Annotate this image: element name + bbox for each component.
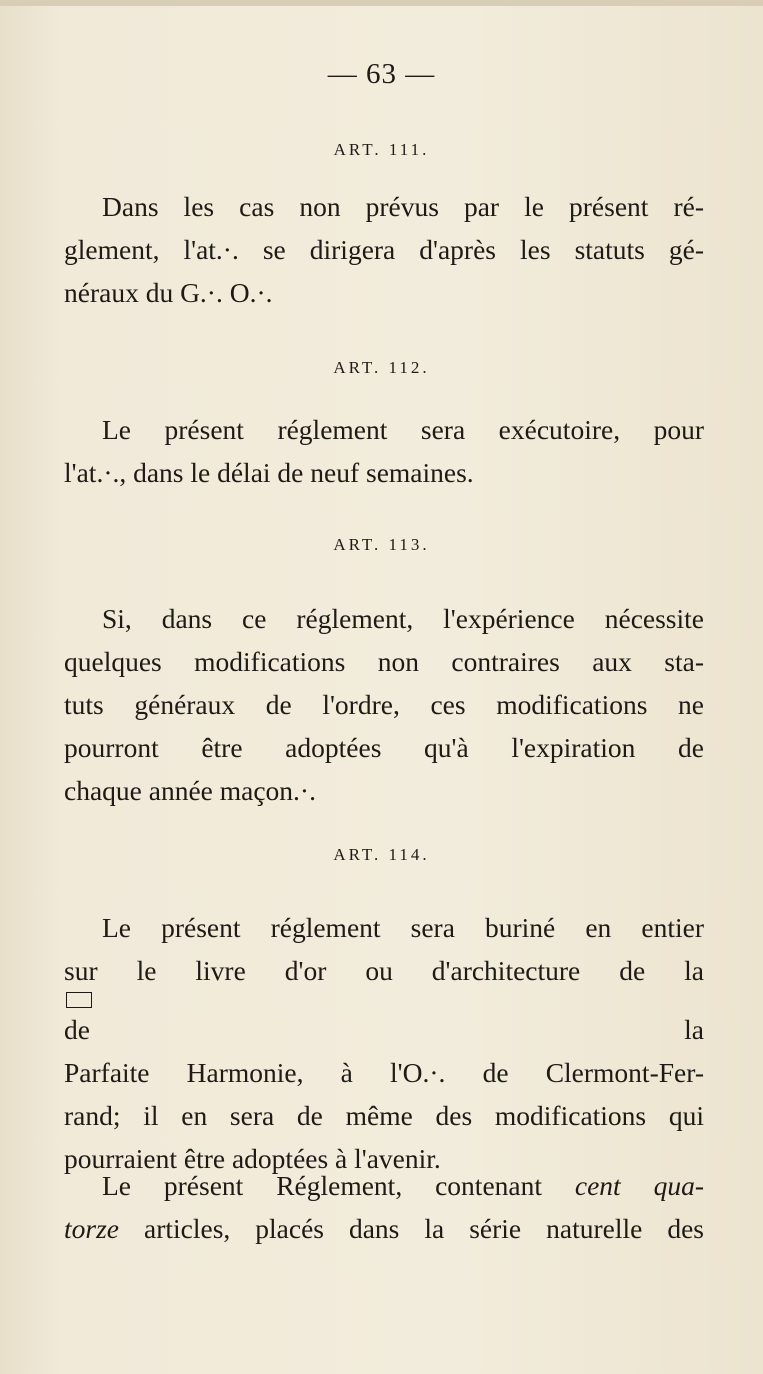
article-heading-113: ART. 113. (333, 535, 430, 554)
text-line: Parfaite Harmonie, à l'O.·. de Clermont-Fer- (64, 1057, 704, 1088)
text-line: rand; il en sera de même des modifications qui (64, 1100, 704, 1131)
text-line: l'at.·., dans le délai de neuf semaines. (64, 457, 474, 488)
article-text-113 (64, 597, 704, 812)
text-line: pourraient être adoptées à l'avenir. (64, 1143, 441, 1174)
text-fragment: sur le livre d'or ou d'architecture de la (64, 955, 704, 986)
closing-paragraph (64, 1164, 704, 1250)
article-text-114 (64, 906, 704, 1180)
text-fragment: articles, placés dans la série naturelle des (144, 1213, 704, 1244)
text-fragment: de la (64, 1014, 704, 1045)
article-text-111 (64, 185, 704, 314)
text-line: quelques modifications non contraires aux sta- (64, 646, 704, 677)
text-line: Si, dans ce réglement, l'expérience nécessite (102, 603, 704, 634)
italic-fragment: cent qua- (574, 1170, 704, 1201)
article-heading-114: ART. 114. (333, 845, 430, 864)
text-line: glement, l'at.·. se dirigera d'après les statuts gé- (64, 234, 704, 265)
text-line: Le présent réglement sera exécutoire, pour (102, 414, 704, 445)
text-line: néraux du G.·. O.·. (64, 277, 273, 308)
page-edge (0, 0, 763, 6)
text-line (64, 1207, 704, 1250)
text-fragment: Le présent Réglement, contenant (102, 1170, 542, 1201)
text-line: chaque année maçon.·. (64, 775, 316, 806)
article-heading-112: ART. 112. (333, 358, 430, 377)
text-line: pourront être adoptées qu'à l'expiration de (64, 732, 704, 763)
article-heading-111: ART. 111. (333, 140, 430, 159)
text-line: tuts généraux de l'ordre, ces modifications ne (64, 689, 704, 720)
text-line (64, 1164, 704, 1207)
page-number: — 63 — (327, 58, 436, 90)
article-text-112 (64, 408, 704, 494)
text-line: Le présent réglement sera buriné en entier (102, 912, 704, 943)
text-line (64, 949, 704, 1051)
lodge-square-symbol (66, 992, 92, 1008)
italic-fragment: torze (64, 1213, 119, 1244)
text-line: Dans les cas non prévus par le présent ré- (102, 191, 704, 222)
